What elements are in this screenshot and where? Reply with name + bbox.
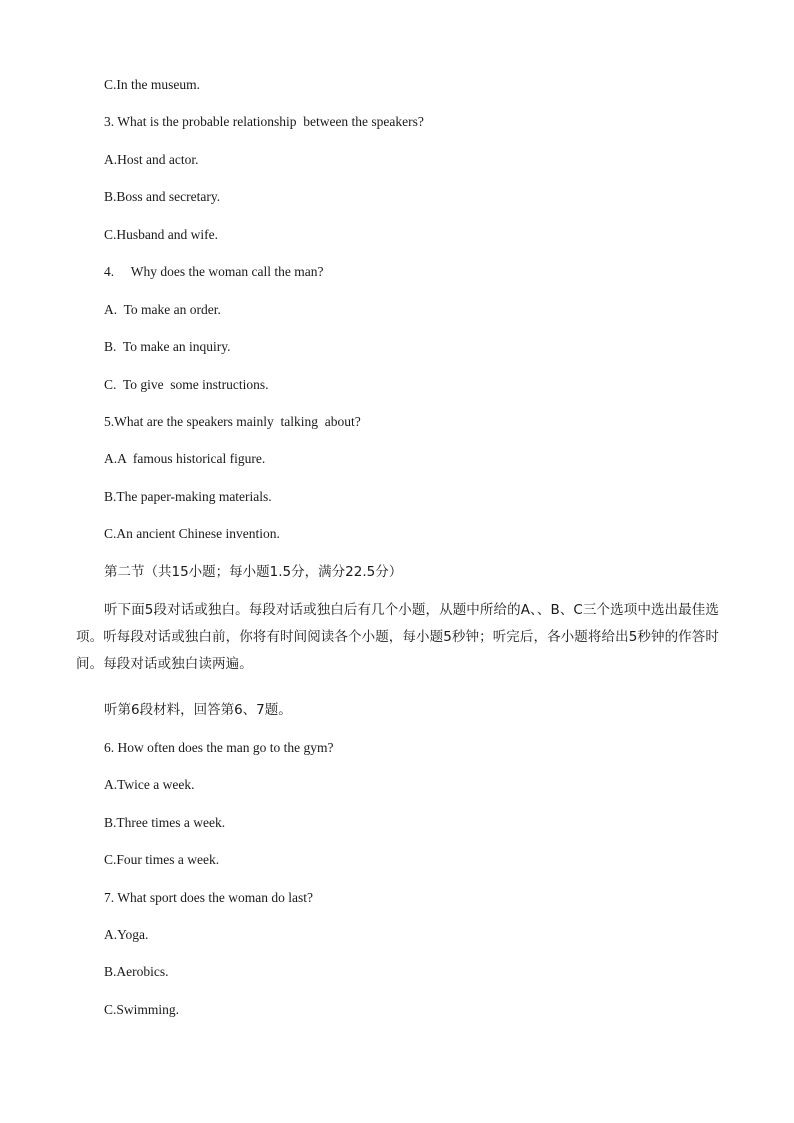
material-instruction: 听第6段材料，回答第6、7题。 [104,702,292,718]
option-2c: C.In the museum. [104,77,200,92]
option-4b: B. To make an inquiry. [104,339,231,354]
question-3: 3. What is the probable relationship between the speakers? [104,114,424,129]
option-5a: A.A famous historical figure. [104,451,266,466]
option-6a: A.Twice a week. [104,777,195,792]
option-7c: C.Swimming. [104,1002,180,1017]
section-heading: 第二节（共15小题；每小题1.5分，满分22.5分） [104,564,403,580]
section-instructions: 听下面5段对话或独白。每段对话或独白后有几个小题，从题中所给的A、、B、C三个选项中选出最佳选项。听每段对话或独白前，你将有时间阅读各个小题，每小题5秒钟；听完后，各小题将给出5秒钟的作答时间。每段对话或独白读两遍。 [76,602,719,672]
option-5b: B.The paper-making materials. [104,489,272,504]
option-3c: C.Husband and wife. [104,227,218,242]
question-5: 5.What are the speakers mainly talking about? [104,414,361,429]
question-4: 4. Why does the woman call the man? [104,264,324,279]
option-4c: C. To give some instructions. [104,377,269,392]
option-3a: A.Host and actor. [104,152,199,167]
option-7a: A.Yoga. [104,927,149,942]
option-3b: B.Boss and secretary. [104,189,221,204]
option-6c: C.Four times a week. [104,852,220,867]
option-5c: C.An ancient Chinese invention. [104,526,280,541]
option-4a: A. To make an order. [104,302,221,317]
option-6b: B.Three times a week. [104,815,226,830]
question-7: 7. What sport does the woman do last? [104,890,313,905]
question-6: 6. How often does the man go to the gym? [104,740,334,755]
option-7b: B.Aerobics. [104,964,169,979]
